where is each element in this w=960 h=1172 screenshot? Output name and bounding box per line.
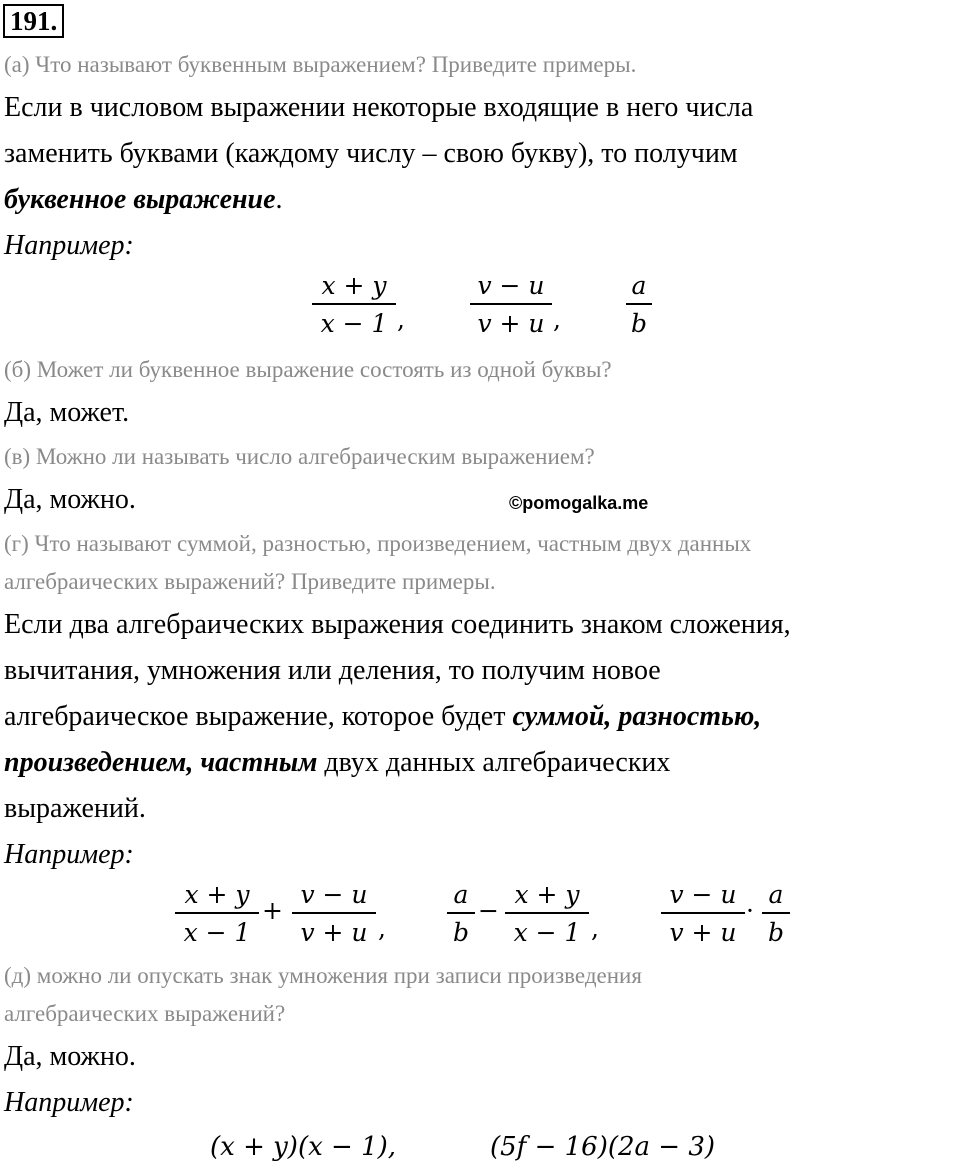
term-product-quotient: произведением, частным xyxy=(4,747,318,778)
term-letter-expression: буквенное выражение xyxy=(4,184,276,215)
answer-a-line2: заменить буквами (каждому числу – свою букву), то получим xyxy=(4,138,738,169)
watermark: ©pomogalka.me xyxy=(509,493,649,513)
answer-g-line3 xyxy=(4,701,761,733)
fraction-denominator: v + u xyxy=(669,918,737,947)
fraction-e2-right xyxy=(505,880,589,947)
multiply-operator: · xyxy=(746,896,754,925)
answer-d: Да, можно. xyxy=(4,1041,136,1072)
separator: , xyxy=(378,914,386,943)
fraction-e1-right xyxy=(292,880,376,947)
fraction-1 xyxy=(312,271,396,338)
term-sum-difference: суммой, разностью, xyxy=(512,701,762,732)
example-label-d: Например: xyxy=(4,1087,134,1118)
fraction-denominator: x − 1 xyxy=(513,918,581,947)
fraction-denominator: b xyxy=(767,918,784,947)
fraction-denominator: b xyxy=(630,309,647,338)
fraction-numerator: x + y xyxy=(321,271,387,300)
answer-a-line1: Если в числовом выражении некоторые входящие в него числа xyxy=(4,92,754,123)
answer-a-line3 xyxy=(4,184,283,216)
example-label-a: Например: xyxy=(4,230,134,261)
fraction-2 xyxy=(470,271,552,338)
fraction-denominator: v + u xyxy=(477,309,545,338)
fraction-numerator: x + y xyxy=(184,880,250,909)
fraction-numerator: a xyxy=(631,271,647,300)
question-g-line1: (г) Что называют суммой, разностью, произведением, частным двух данных xyxy=(4,531,752,556)
fraction-e1-left xyxy=(175,880,259,947)
minus-operator: − xyxy=(478,896,499,925)
question-g-line2: алгебраических выражений? Приведите примеры. xyxy=(4,569,496,594)
question-d-line1: (д) можно ли опускать знак умножения при записи произведения xyxy=(4,963,642,988)
fraction-numerator: v − u xyxy=(300,880,368,909)
fraction-numerator: a xyxy=(453,880,469,909)
answer-g-line3-text: алгебраическое выражение, которое будет xyxy=(4,701,513,732)
fraction-e3-right xyxy=(762,880,790,947)
answer-g-line5: выражений. xyxy=(4,793,146,824)
separator: , xyxy=(397,305,405,334)
fraction-e2-left xyxy=(447,880,475,947)
fraction-numerator: v − u xyxy=(477,271,545,300)
example-label-g: Например: xyxy=(4,839,134,870)
fraction-denominator: x − 1 xyxy=(320,309,388,338)
plus-operator: + xyxy=(262,896,283,925)
question-d-line2: алгебраических выражений? xyxy=(4,1001,286,1026)
question-v: (в) Можно ли называть число алгебраическим выражением? xyxy=(4,444,595,469)
fraction-e3-left xyxy=(661,880,745,947)
answer-v: Да, можно. xyxy=(4,484,136,515)
answer-g-line4 xyxy=(4,747,670,779)
fraction-3 xyxy=(626,271,652,338)
separator: , xyxy=(591,914,599,943)
fraction-denominator: v + u xyxy=(300,918,368,947)
answer-g-line2: вычитания, умножения или деления, то получим новое xyxy=(4,655,661,686)
example-d-1: (x + y)(x − 1), xyxy=(210,1132,397,1162)
separator: , xyxy=(553,305,561,334)
fraction-denominator: b xyxy=(452,918,469,947)
question-b: (б) Может ли буквенное выражение состоять из одной буквы? xyxy=(4,357,612,382)
answer-g-line4-text: двух данных алгебраических xyxy=(317,747,671,778)
fraction-numerator: x + y xyxy=(514,880,580,909)
example-d-2: (5f − 16)(2a − 3) xyxy=(490,1132,716,1162)
term-end: . xyxy=(275,184,283,215)
fraction-numerator: a xyxy=(768,880,784,909)
answer-b: Да, может. xyxy=(4,397,130,428)
question-a: (а) Что называют буквенным выражением? Приведите примеры. xyxy=(4,52,637,77)
fraction-denominator: x − 1 xyxy=(183,918,251,947)
fraction-numerator: v − u xyxy=(669,880,737,909)
answer-g-line1: Если два алгебраических выражения соединить знаком сложения, xyxy=(4,609,791,640)
problem-number: 191. xyxy=(3,4,64,38)
